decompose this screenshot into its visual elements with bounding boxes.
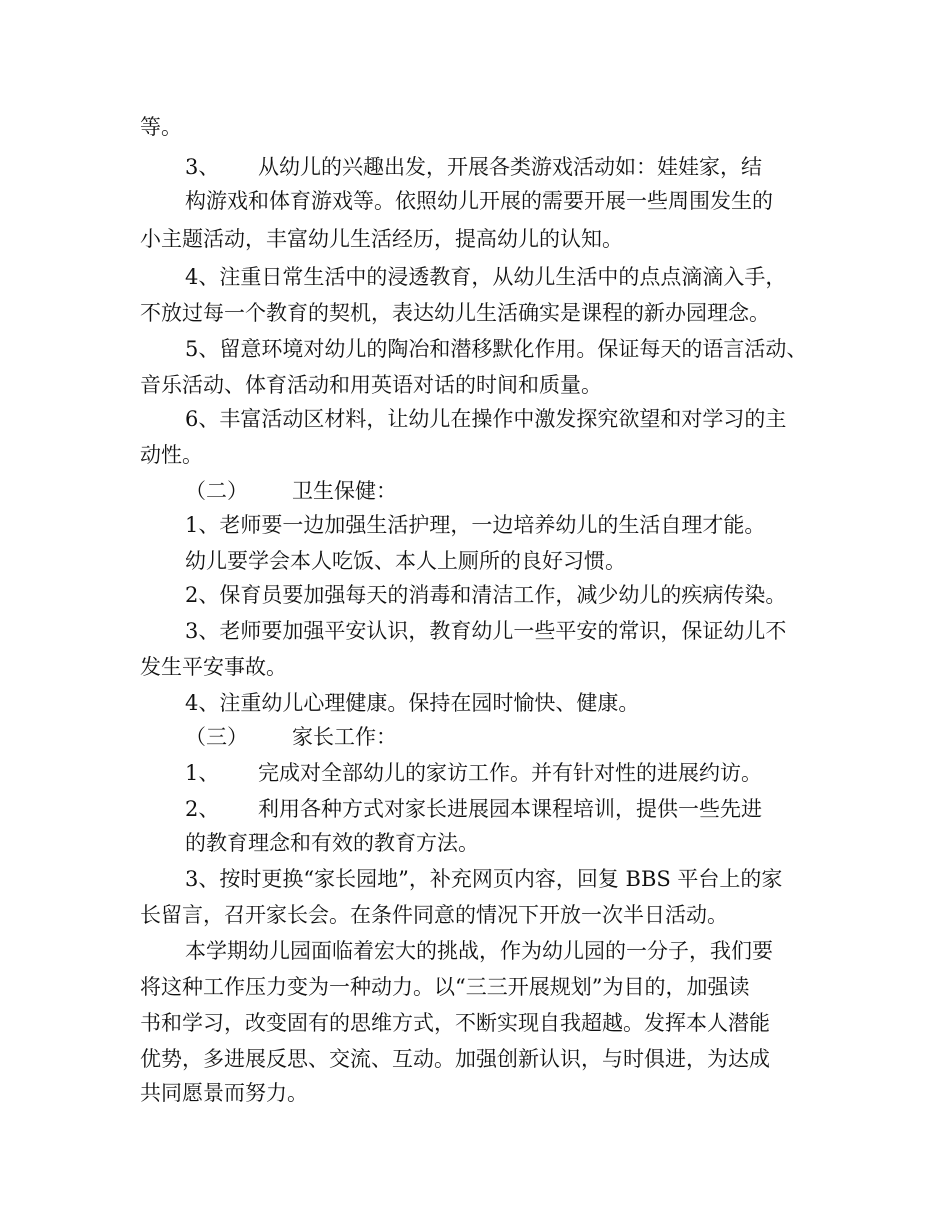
section-heading: 卫生保健：: [292, 479, 397, 503]
list-number: 2、: [185, 797, 220, 821]
text-line: 4、注重日常生活中的浸透教育，从幼儿生活中的点点滴滴入手，: [185, 265, 787, 289]
text-line: 等。: [140, 115, 182, 139]
text-line: 音乐活动、体育活动和用英语对话的时间和质量。: [140, 373, 602, 397]
text-line: 的教育理念和有效的教育方法。: [185, 831, 479, 855]
text-line: 3、按时更换“家长园地”，补充网页内容，回复 BBS 平台上的家: [185, 867, 783, 891]
text-line: 6、丰富活动区材料，让幼儿在操作中激发探究欲望和对学习的主: [185, 407, 787, 431]
text-line: 利用各种方式对家长进展园本课程培训，提供一些先进: [258, 797, 762, 821]
text-line: 4、注重幼儿心理健康。保持在园时愉快、健康。: [185, 691, 640, 715]
section-number: （二）: [185, 479, 248, 503]
list-number: 3、: [185, 155, 220, 179]
section-heading: 家长工作：: [292, 725, 397, 749]
section-number: （三）: [185, 725, 248, 749]
text-line: 幼儿要学会本人吃饭、本人上厕所的良好习惯。: [185, 549, 626, 573]
text-line: 发生平安事故。: [140, 655, 287, 679]
text-line: 构游戏和体育游戏等。依照幼儿开展的需要开展一些周围发生的: [185, 189, 773, 213]
text-line: 动性。: [140, 443, 203, 467]
text-line: 不放过每一个教育的契机，表达幼儿生活确实是课程的新办园理念。: [140, 301, 770, 325]
text-line: 1、老师要一边加强生活护理，一边培养幼儿的生活自理才能。: [185, 513, 766, 537]
text-line: 本学期幼儿园面临着宏大的挑战，作为幼儿园的一分子，我们要: [185, 939, 773, 963]
text-line: 3、老师要加强平安认识，教育幼儿一些平安的常识，保证幼儿不: [185, 619, 787, 643]
text-line: 优势，多进展反思、交流、互动。加强创新认识，与时俱进，为达成: [140, 1047, 770, 1071]
text-line: 将这种工作压力变为一种动力。以“三三开展规划”为目的，加强读: [140, 975, 750, 999]
text-line: 小主题活动，丰富幼儿生活经历，提高幼儿的认知。: [140, 227, 623, 251]
text-line: 从幼儿的兴趣出发，开展各类游戏活动如：娃娃家，结: [258, 155, 762, 179]
text-line: 长留言，召开家长会。在条件同意的情况下开放一次半日活动。: [140, 903, 728, 927]
text-line: 2、保育员要加强每天的消毒和清洁工作，减少幼儿的疾病传染。: [185, 583, 787, 607]
text-line: 共同愿景而努力。: [140, 1081, 308, 1105]
text-line: 完成对全部幼儿的家访工作。并有针对性的进展约访。: [258, 761, 762, 785]
text-line: 书和学习，改变固有的思维方式，不断实现自我超越。发挥本人潜能: [140, 1011, 770, 1035]
text-line: 5、留意环境对幼儿的陶冶和潜移默化作用。保证每天的语言活动、: [185, 337, 808, 361]
list-number: 1、: [185, 761, 220, 785]
